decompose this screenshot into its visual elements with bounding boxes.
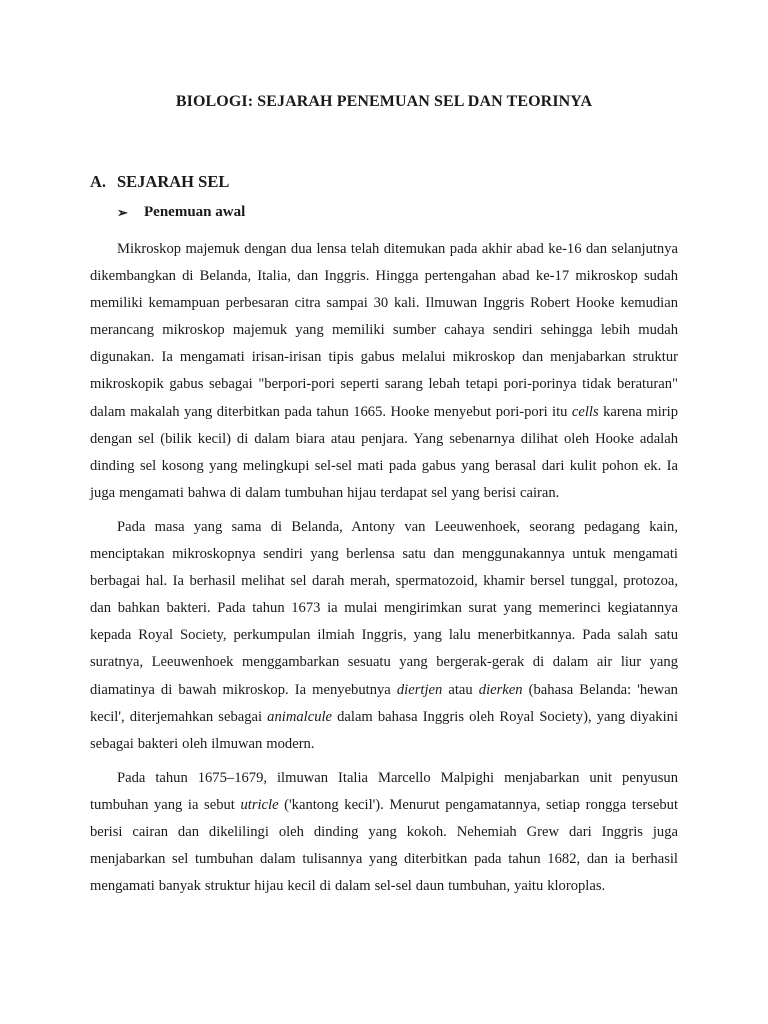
paragraph-text: (bahasa Belanda: 'hewan kecil', diterjemahkan sebagai <box>90 681 678 725</box>
paragraph-text: atau <box>442 681 479 698</box>
body-text <box>90 236 678 907</box>
paragraph-text: Pada tahun 1675–1679, ilmuwan Italia Marcello Malpighi menjabarkan unit penyusun tumbuhan yang ia sebut <box>90 769 678 813</box>
paragraph-text: Pada masa yang sama di Belanda, Antony van Leeuwenhoek, seorang pedagang kain, menciptakan mikroskopnya sendiri yang berlensa satu dan menggunakannya untuk mengamati berbagai hal. Ia berhasil melihat sel darah merah, spermatozoid, khamir bersel tunggal, protozoa, dan bahkan bakteri. Pada tahun 1673 ia mulai mengirimkan surat yang memerinci kegiatannya kepada Royal Society, perkumpulan ilmiah Inggris, yang lalu menerbitkannya. Pada salah satu suratnya, Leeuwenhoek menggambarkan sesuatu yang bergerak-gerak di dalam air liur yang diamatinya di bawah mikroskop. Ia menyebutnya <box>90 518 678 698</box>
paragraph-leeuwenhoek <box>90 514 678 758</box>
paragraph-text: Mikroskop majemuk dengan dua lensa telah ditemukan pada akhir abad ke-16 dan selanjutnya dikembangkan di Belanda, Italia, dan Inggris. Hingga pertengahan abad ke-17 mikroskop sudah memiliki kemampuan perbesaran citra sampai 30 kali. Ilmuwan Inggris Robert Hooke kemudian merancang mikroskop majemuk yang memiliki sumber cahaya sendiri sehingga lebih mudah digunakan. Ia mengamati irisan-irisan tipis gabus melalui mikroskop dan menjabarkan struktur mikroskopik gabus sebagai "berpori-pori seperti sarang lebah tetapi pori-porinya tidak beraturan" dalam makalah yang diterbitkan pada tahun 1665. Hooke menyebut pori-pori itu <box>90 241 678 420</box>
italic-term: animalcule <box>267 708 333 725</box>
arrow-bullet-icon: ➢ <box>117 204 128 220</box>
section-heading <box>90 172 229 192</box>
italic-term: diertjen <box>396 681 443 698</box>
paragraph-hooke <box>90 236 678 507</box>
subsection-heading <box>117 204 245 221</box>
section-title: SEJARAH SEL <box>117 172 230 191</box>
italic-term: cells <box>571 403 599 420</box>
subsection-title: Penemuan awal <box>144 204 246 220</box>
paragraph-malpighi <box>90 765 678 900</box>
paragraph-text: ('kantong kecil'). Menurut pengamatannya, setiap rongga tersebut berisi cairan dan dikelilingi oleh dinding yang kokoh. Nehemiah Grew dari Inggris juga menjabarkan sel tumbuhan dalam tulisannya yang diterbitkan pada tahun 1682, dan ia berhasil mengamati banyak struktur hijau kecil di dalam sel-sel daun tumbuhan, yaitu kloroplas. <box>90 796 678 895</box>
paragraph-text: dalam bahasa Inggris oleh Royal Society), yang diyakini sebagai bakteri oleh ilmuwan modern. <box>90 708 678 752</box>
document-title: BIOLOGI: SEJARAH PENEMUAN SEL DAN TEORINYA <box>175 93 593 110</box>
paragraph-text: karena mirip dengan sel (bilik kecil) di dalam biara atau penjara. Yang sebenarnya dilihat oleh Hooke adalah dinding sel kosong yang melingkupi sel-sel mati pada gabus yang berasal dari kulit pohon ek. Ia juga mengamati bahwa di dalam tumbuhan hijau terdapat sel yang berisi cairan. <box>90 403 679 501</box>
italic-term: utricle <box>240 796 279 813</box>
italic-term: dierken <box>478 681 523 698</box>
section-number: A. <box>90 172 107 191</box>
